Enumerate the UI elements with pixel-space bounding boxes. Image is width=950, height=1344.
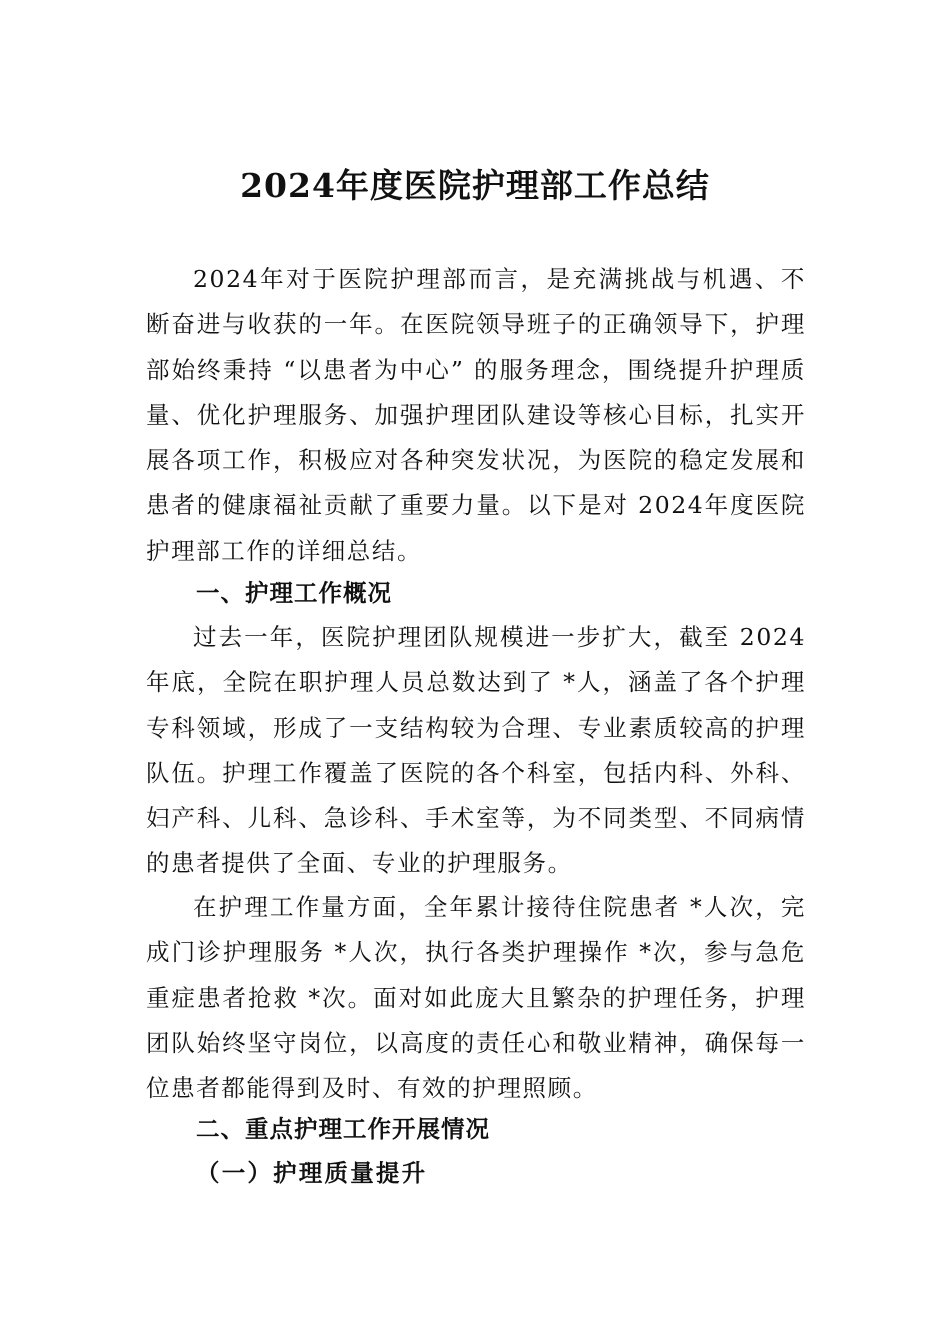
document-title: 2024年度医院护理部工作总结 xyxy=(240,166,710,205)
section-heading-key-work: 二、重点护理工作开展情况 xyxy=(196,1115,490,1143)
overview-paragraph-2: 在护理工作量方面，全年累计接待住院患者 *人次，完成门诊护理服务 *人次，执行各类护理操作 *次，参与急危重症患者抢救 *次。面对如此庞大且繁杂的护理任务，护理团队始终坚守岗位，以高度的责任心和敬业精神，确保每一位患者都能得到及时、有效的护理照顾。 xyxy=(146,893,806,1103)
subsection-heading-quality: （一）护理质量提升 xyxy=(196,1159,428,1187)
overview-paragraph-1: 过去一年，医院护理团队规模进一步扩大，截至 2024年底，全院在职护理人员总数达到了 *人，涵盖了各个护理专科领域，形成了一支结构较为合理、专业素质较高的护理队伍。护理工作覆盖了医院的各个科室，包括内科、外科、妇产科、儿科、急诊科、手术室等，为不同类型、不同病情的患者提供了全面、专业的护理服务。 xyxy=(146,623,806,878)
section-heading-overview: 一、护理工作概况 xyxy=(196,579,392,607)
intro-paragraph: 2024年对于医院护理部而言，是充满挑战与机遇、不断奋进与收获的一年。在医院领导班子的正确领导下，护理部始终秉持 “以患者为中心” 的服务理念，围绕提升护理质量、优化护理服务、加强护理团队建设等核心目标，扎实开展各项工作，积极应对各种突发状况，为医院的稳定发展和患者的健康福祉贡献了重要力量。以下是对 2024年度医院护理部工作的详细总结。 xyxy=(146,265,806,565)
